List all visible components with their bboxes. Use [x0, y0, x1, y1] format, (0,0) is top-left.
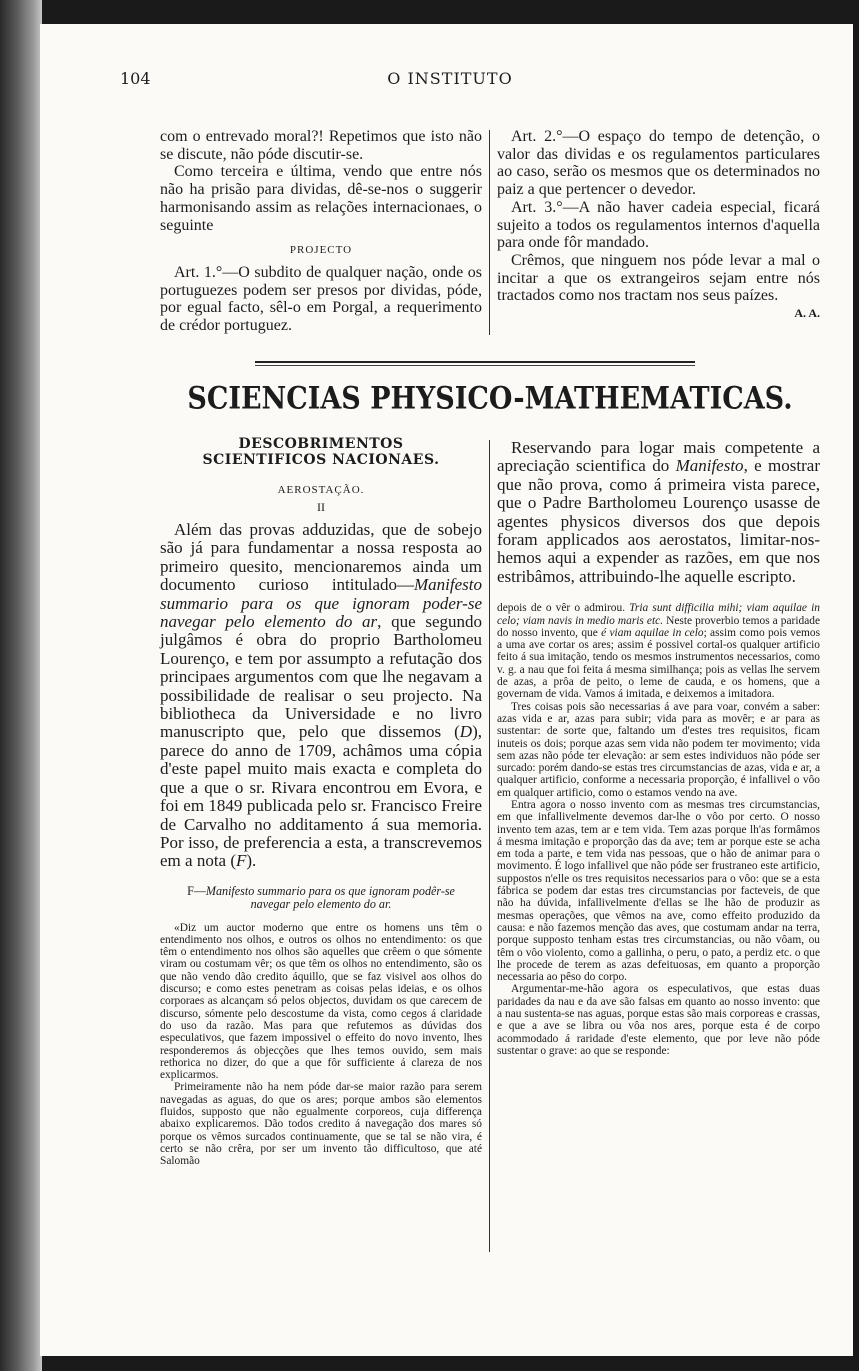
book-binding [0, 0, 42, 1371]
text: ), parece do anno de 1709, achâmos uma cópia d'este papel muito mais exacta e completa do que a que o sr. Rivara encontrou em Evora, e foi em 1849 publicada pelo sr. Francisco Freire de Carvalho no additamento á sua memoria. Por isso, de preferencia a esta, a transcrevemos em a nota ( [160, 722, 482, 871]
article-3: Art. 3.°—A não haver cadeia especial, ficará sujeito a todos os regulamentos internos d'aquella para onde fôr mandado. [497, 198, 820, 252]
text: , que segundo julgâmos é obra do proprio Bartholomeu Lourenço, e tem por assumpto a refutação dos principaes argumentos com que lhe negavam a possibilidade de realisar o seu projecto. Na bibliotheca da Universidade e no livro manuscripto que, pelo que dissemos ( [160, 612, 482, 742]
page-number: 104 [120, 69, 151, 88]
article-1: Art. 1.°—O subdito de qualquer nação, onde os portuguezes podem ser presos por dividas, póde, por egual facto, sêl-o em Porgal, a requerimento de crédor portuguez. [160, 263, 482, 335]
text: Neste proverbio temos a paridade do nosso invento, que [497, 614, 821, 639]
top-right-column [497, 128, 820, 323]
left-column [160, 436, 482, 1167]
running-header [120, 69, 780, 93]
text: ). [246, 851, 257, 871]
signature: A. A. [794, 306, 820, 321]
note-paragraph: Tres coisas pois são necessarias á ave para voar, convém a saber: azas vida e ar, azas para subir; vida para as movêr; e ar para as sustentar: de sorte que, faltando um d'estes tres requisitos, ficam inuteis os dois; porque azas sem vida não podem ter movimento; vida sem azas não póde ter elevação: ar sem estes individuos não póde ser surcado: porém dando-se estas tres circumstancias de azas, vida e ar, a qualquer artificio, conforme a necessaria proporção, é infallivel o vôo em qualquer artificio, como o estamos vendo na ave. [497, 700, 820, 799]
ref-f: F [236, 851, 247, 871]
note-paragraph: Argumentar-me-hão agora os especulativos, que estas duas paridades da nau e da ave são falsas em quanto ao nosso invento: que a nau sustenta-se nas aguas, porque estas são mais corporeas e crassas, e que a ave se libra ou vôa nos ares, porque esta é de corpo acommodado á raridade d'este elemento, que por leve não póde sustentar o grave: ao que se responde: [497, 983, 820, 1057]
section-title: SCIENCIAS PHYSICO-MATHEMATICAS. [187, 380, 793, 417]
note-paragraph: Entra agora o nosso invento com as mesmas tres circumstancias, em que infallivelmente devemos dar-lhe o vôo por certo. O nosso invento tem azas, tem ar e tem vida. Tem azas porque lh'as formâmos á mesma imitação e proporção das da ave; tem ar porque este se acha em toda a parte, e tem vida nas pessoas, que o hão de animar para o movimento. É logo infallivel que não póde ser frustraneo este artificio, suppostos n'elle os tres requisitos necessarios para o vôo: que se a esta fábrica se podem dar estas tres circumstancias por facteveis, de que não ha dúvida, infallivelmente d'ellas se lhe hão de produzir as mesmas operações, que vêmos na ave, como effeito produzido da causa: e não fazemos menção das aves, que costumam andar na terra, porque supposto tenham estas tres circumstancias, ou não vôam, ou têm o vôo violento, como a gallinha, o peru, o pato, a perdiz etc. o que lhe procede de terem as azas defeituosas, em quanto a proporção necessaria ao pêso do corpo. [497, 799, 820, 984]
article-subheading: AEROSTAÇÃO. [277, 484, 365, 496]
column-divider [489, 130, 490, 335]
latin-quote: é viam aquilae in celo [601, 626, 704, 639]
paragraph: Como terceira e última, vendo que entre nós não ha prisão para dividas, dê-se-nos o suggerir harmonisando assim as relações internacionaes, o seguinte [160, 163, 482, 234]
top-left-column [160, 128, 482, 335]
manifesto-ref: Manifesto [675, 456, 744, 476]
column-divider [489, 440, 490, 1252]
note-paragraph: «Diz um auctor moderno que entre os homens uns têm o entendimento nos olhos, e outros os olhos no entendimento: os que têm o entendimento nos olhos são aquelles que crêem o que sómente viram ou costumam vêr; os que têm os olhos no entendimento, são os que não vendo dão credito áquillo, que se faz visivel aos olhos do discurso; e como estes penetram as coisas pelas ideias, e os olhos corporaes as alcançam só pelos objectos, duvidam os que carecem de discurso, sómente pelo descostume da vista, como cegos á claridade do uso da razão. Mas para que refutemos as dúvidas dos especulativos, que fazem impossivel o effeito do novo invento, lhes responderemos ás objecções que lhes temos ouvido, sem mais rethorica no dizer, do que a que fôr sufficiente á clareza de nos explicarmos. [160, 921, 482, 1082]
roman-numeral: II [317, 500, 325, 514]
projecto-heading: PROJECTO [289, 244, 353, 257]
text: Reservando para logar mais competente a apreciação scientifica do [497, 438, 820, 476]
paragraph: com o entrevado moral?! Repetimos que isto não se discute, não póde discutir-se. [160, 128, 482, 163]
right-column [497, 439, 820, 1057]
note-heading [160, 885, 482, 912]
section-rule-thin [255, 365, 695, 366]
note-label: F— [187, 883, 206, 898]
note-continuation [497, 602, 820, 700]
article-heading: DESCOBRIMENTOS SCIENTIFICOS NACIONAES. [202, 436, 440, 468]
paragraph: Crêmos, que ninguem nos póde levar a mal o incitar a que os extrangeiros sejam entre nós tractados como nos tractam nos seus paízes. [497, 251, 820, 305]
note-title: Manifesto summario para os que ignoram podêr-se navegar pelo elemento do ar. [205, 883, 455, 912]
ref-d: D [459, 722, 473, 742]
section-rule [255, 361, 695, 363]
manifesto-title: Manifesto summario para os que ignoram poder-se navegar pelo elemento do ar [160, 575, 482, 632]
note-paragraph: Primeiramente não ha nem póde dar-se maior razão para serem navegadas as aguas, do que os ares; porque ambos são elementos fluidos, supposto que não egualmente corporeos, cuja differença abaixo explicaremos. Dão todos credito á navegação dos mares só porque os vêmos surcados continuamente, que se tal se não vira, é certo se não crêra, por ser um invento tão difficultoso, que até Salomão [160, 1081, 482, 1168]
text: ; assim como pois vemos a uma ave cortar os ares; assim é possivel cortal-os qualquer artificio feito á sua imitação, tendo os mesmos instrumentos necessarios, como v. g. a nau que foi feita á mesma similhança; pois as vellas lhe servem de azas, a prôa de peito, o leme de cauda, e os homens, que a governam de vida. Vamos á imitada, e deixemos a imitadora. [497, 626, 820, 701]
intro-paragraph [497, 439, 820, 586]
text: , e mostrar que não prova, como á primeira vista parece, que o Padre Bartholomeu Lourenço usasse de agentes physicos diversos dos que depois foram applicados aos aerostatos, limitar-nos-hemos aqui a expender as razões, em que nos estribâmos, attribuindo-lhe aquelle escripto. [497, 456, 820, 586]
main-paragraph [160, 521, 482, 871]
journal-title: O INSTITUTO [387, 69, 513, 88]
latin-quote: Tria sunt difficilia mihi; viam aquilae in celo; viam navis in medio maris etc. [497, 602, 820, 627]
text: Além das provas adduzidas, que de sobejo são já para fundamentar a nossa resposta ao primeiro quesito, mencionaremos ainda um documento curioso intitulado— [160, 520, 482, 595]
text: depois de o vêr o admirou. [497, 602, 630, 615]
article-2: Art. 2.°—O espaço do tempo de detenção, o valor das dividas e os regulamentos particulares ao caso, serão os mesmos que os determinados no paiz a que pertencer o devedor. [497, 128, 820, 199]
